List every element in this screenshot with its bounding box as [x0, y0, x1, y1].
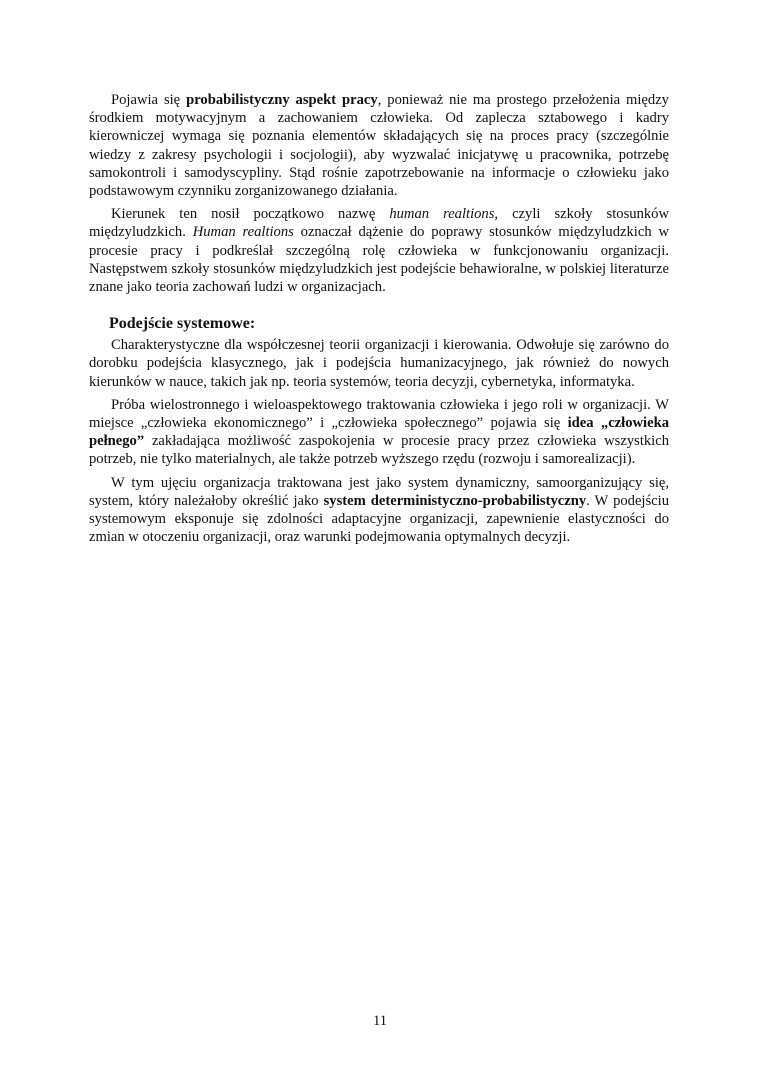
paragraph-full-human-idea: [89, 396, 669, 469]
text-run: Kierunek ten nosił początkowo nazwę: [111, 206, 390, 223]
text-run: oznaczał dążenie do poprawy stosunków międzyludzkich w procesie pracy i podkreślał szczególną rolę człowieka w funkcjonowaniu organizacji. Następstwem szkoły stosunków międzyludzkich jest podejście behawioralne, w polskiej literaturze znane jako teoria zachowań ludzi w organizacjach.: [89, 224, 669, 296]
paragraph-systems-definition: Charakterystyczne dla współczesnej teorii organizacji i kierowania. Odwołuje się zarówno do dorobku podejścia klasycznego, jak i podejścia humanizacyjnego, jak również do nowych kierunków w nauce, takich jak np. teoria systemów, teoria decyzji, cybernetyka, informatyka.: [89, 337, 669, 390]
paragraph-probabilistic-aspect: [89, 91, 669, 200]
paragraph-dynamic-system: [89, 474, 669, 547]
bold-term: idea „człowieka pełnego”: [89, 415, 669, 450]
text-run: Próba wielostronnego i wieloaspektowego traktowania człowieka i jego roli w organizacji. W miejsce „człowieka ekonomicznego” i „człowieka społecznego” pojawia się: [89, 396, 669, 432]
text-run: Pojawia się: [111, 92, 187, 108]
paragraph-human-relations: [89, 205, 669, 296]
italic-term: Human realtions: [192, 224, 294, 241]
text-run: , ponieważ nie ma prostego przełożenia między środkiem motywacyjnym a zachowaniem człowieka. Od zaplecza sztabowego i kadry kierowniczej wymaga się poznania elementów składających się na proces pracy (szczególnie wiedzy z zakresy psychologii i socjologii), aby wyzwalać inicjatywę u pracownika, potrzebę samokontroli i samodyscypliny. Stąd rośnie zapotrzebowanie na informacje o człowieku jako podstawowym czynniku zorganizowanego działania.: [89, 92, 669, 200]
text-run: zakładająca możliwość zaspokojenia w procesie pracy przez człowieka wszystkich potrzeb, nie tylko materialnych, ale także potrzeb wyższego rzędu (rozwoju i samorealizacji).: [89, 433, 669, 468]
text-run: W tym ujęciu organizacja traktowana jest jako system dynamiczny, samoorganizujący się, system, który należałoby określić jako: [89, 474, 669, 509]
bold-term: system deterministyczno-probabilistyczny: [323, 492, 587, 509]
text-run: . W podejściu systemowym eksponuje się zdolności adaptacyjne organizacji, zapewnienie elastyczności do zmian w otoczeniu organizacji, oraz warunki podejmowania optymalnych decyzji.: [89, 492, 669, 546]
section-heading-systems-approach: Podejście systemowe:: [109, 315, 256, 333]
text-run: , czyli szkoły stosunków międzyludzkich.: [89, 206, 669, 241]
bold-term: probabilistyczny aspekt pracy: [186, 92, 378, 108]
page-content: [89, 91, 669, 551]
page-number: 11: [372, 1013, 388, 1029]
italic-term: human realtions: [389, 206, 495, 223]
